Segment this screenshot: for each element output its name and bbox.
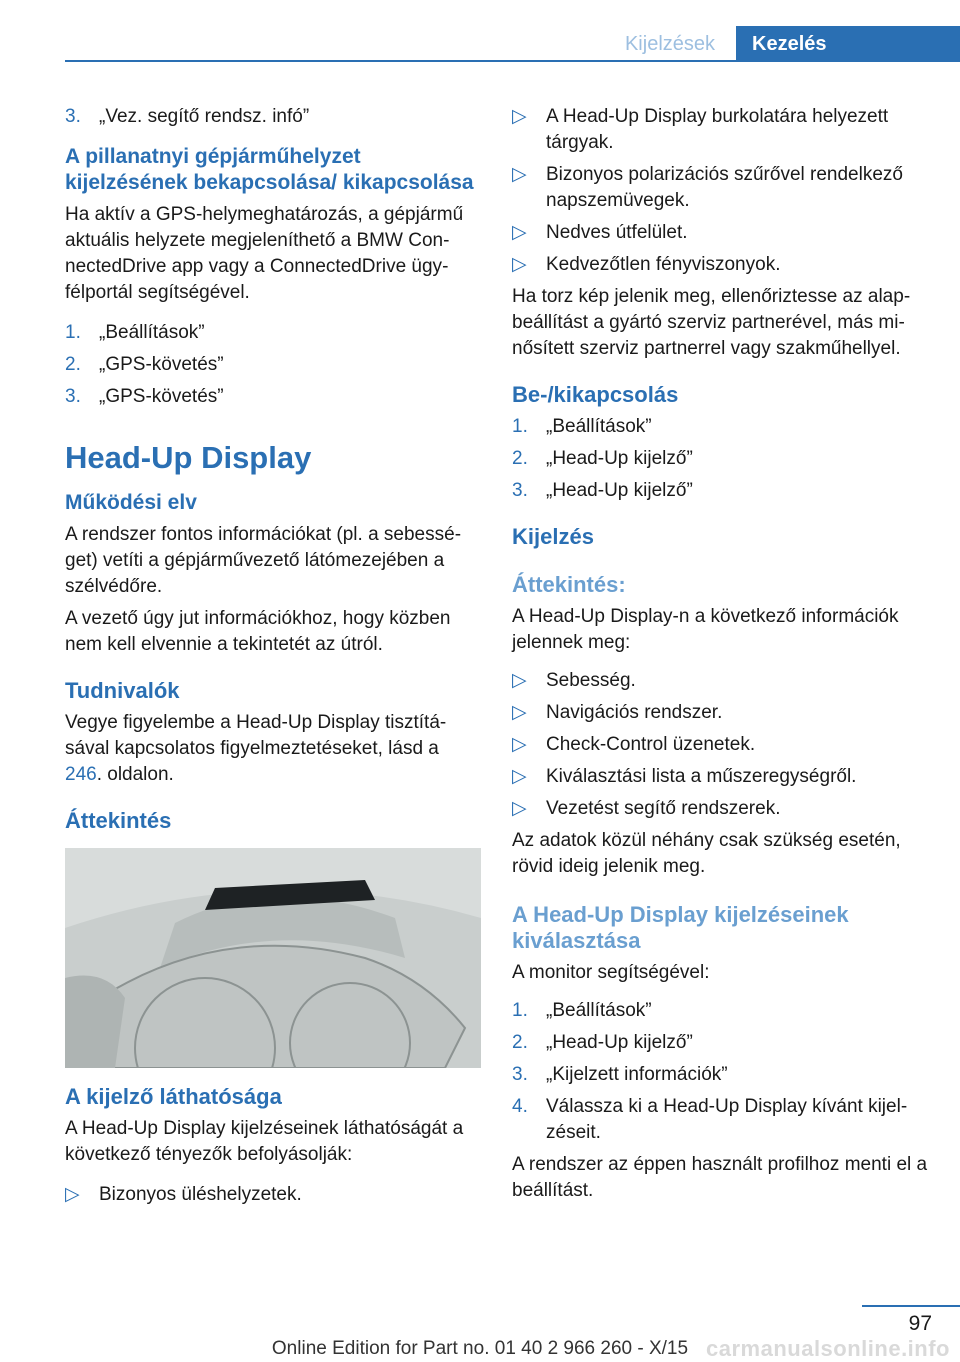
- header-rule: [65, 60, 960, 62]
- list-item: [512, 668, 928, 694]
- heading-attekintes-2: Áttekintés:: [512, 572, 626, 597]
- page-number: 97: [908, 1312, 932, 1335]
- list-number: 3.: [512, 1064, 528, 1085]
- list-text: Sebesség.: [546, 670, 636, 691]
- list-item: [512, 252, 928, 278]
- heading-mukodesi-elv: Működési elv: [65, 491, 197, 514]
- list-item: [512, 700, 928, 726]
- list-text: Navigációs rendszer.: [546, 702, 723, 723]
- left-column: [65, 104, 481, 1214]
- paragraph-mukodesi-2: A vezető úgy jut információkhoz, hogy közben nem kell elvennie a tekintetét az útról.: [65, 608, 451, 655]
- list-text: „Vez. segítő rendsz. infó”: [99, 106, 310, 127]
- list-text: „GPS-követés”: [99, 386, 224, 407]
- paragraph-torz: Ha torz kép jelenik meg, ellenőriztesse az alapbeállítást a gyártó szerviz partnerével, más minősített szerviz partnerrel vagy szakműhellyel.: [512, 286, 911, 359]
- paragraph-tudnivalok: [65, 710, 481, 788]
- list-number: 2.: [512, 448, 528, 469]
- list-item: [512, 446, 928, 472]
- list-item: [65, 352, 481, 378]
- paragraph-lathatosag: A Head-Up Display kijelzéseinek láthatóságát a következő tényezők befolyásolják:: [65, 1118, 464, 1165]
- list-item: [65, 104, 481, 130]
- list-text: „Head-Up kijelző”: [546, 448, 693, 469]
- heading-be-kikapcsolas: Be-/kikapcsolás: [512, 382, 679, 407]
- list-number: 1.: [512, 1000, 528, 1021]
- list-text: Nedves útfelület.: [546, 222, 688, 243]
- list-number: 2.: [512, 1032, 528, 1053]
- list-item: [512, 162, 928, 214]
- list-item: [512, 1094, 928, 1146]
- triangle-bullet-icon: ▷: [512, 670, 527, 691]
- list-number: 1.: [65, 322, 81, 343]
- tab-kijelzesek[interactable]: Kijelzések: [624, 33, 716, 55]
- heading-kivalasztasa: A Head-Up Display kijelzéseinek kiválasztása: [512, 902, 849, 953]
- list-number: 2.: [65, 354, 81, 375]
- list-item: [65, 320, 481, 346]
- paragraph-text: . oldalon.: [96, 764, 174, 785]
- list-item: [512, 220, 928, 246]
- dashboard-illustration: [65, 848, 481, 1068]
- triangle-bullet-icon: ▷: [512, 106, 527, 127]
- list-text: „Kijelzett információk”: [546, 1064, 728, 1085]
- list-text: A Head-Up Display burkolatára helyezett tárgyak.: [546, 106, 889, 153]
- triangle-bullet-icon: ▷: [512, 222, 527, 243]
- list-text: „Beállítások”: [99, 322, 205, 343]
- edition-footer: Online Edition for Part no. 01 40 2 966 260 - X/15: [271, 1338, 689, 1359]
- list-text: Válassza ki a Head-Up Display kívánt kijelzéseit.: [546, 1096, 908, 1143]
- triangle-bullet-icon: ▷: [512, 734, 527, 755]
- list-item: [512, 104, 928, 156]
- list-text: Kedvezőtlen fényviszonyok.: [546, 254, 781, 275]
- list-item: [512, 1062, 928, 1088]
- triangle-bullet-icon: ▷: [512, 254, 527, 275]
- list-item: [512, 414, 928, 440]
- watermark: carmanualsonline.info: [706, 1336, 950, 1361]
- list-number: 3.: [65, 386, 81, 407]
- heading-lathatosag: A kijelző láthatósága: [65, 1084, 282, 1109]
- list-text: Kiválasztási lista a műszeregységről.: [546, 766, 857, 787]
- list-item: [512, 764, 928, 790]
- heading-tudnivalok: Tudnivalók: [65, 678, 180, 703]
- tab-kezeles[interactable]: Kezelés: [736, 26, 960, 62]
- list-text: Bizonyos üléshelyzetek.: [99, 1184, 302, 1205]
- paragraph-adatok: Az adatok közül néhány csak szükség esetén, rövid ideig jelenik meg.: [512, 830, 901, 877]
- list-number: 3.: [512, 480, 528, 501]
- list-item: [512, 478, 928, 504]
- heading-attekintes: Áttekintés: [65, 808, 172, 833]
- triangle-bullet-icon: ▷: [512, 766, 527, 787]
- list-item: [512, 998, 928, 1024]
- paragraph-profil: A rendszer az éppen használt profilhoz menti el a beállítást.: [512, 1154, 928, 1201]
- list-text: „Head-Up kijelző”: [546, 480, 693, 501]
- heading-pillanatnyi: A pillanatnyi gépjárműhelyzet kijelzésének bekapcsolása/ kikapcsolása: [65, 145, 474, 194]
- list-item: [512, 732, 928, 758]
- list-item: [512, 796, 928, 822]
- list-text: „Beállítások”: [546, 416, 652, 437]
- list-number: 1.: [512, 416, 528, 437]
- list-text: Vezetést segítő rendszerek.: [546, 798, 781, 819]
- list-item: [65, 384, 481, 410]
- paragraph-monitor: A monitor segítségével:: [512, 962, 710, 983]
- triangle-bullet-icon: ▷: [512, 702, 527, 723]
- right-column: [512, 104, 928, 1210]
- list-text: „Beállítások”: [546, 1000, 652, 1021]
- paragraph-mukodesi-1: A rendszer fontos információkat (pl. a sebességet) vetíti a gépjárművezető látómezejében a szélvédőre.: [65, 524, 462, 597]
- triangle-bullet-icon: ▷: [512, 164, 527, 185]
- heading-kijelzes: Kijelzés: [512, 524, 594, 549]
- list-text: Check-Control üzenetek.: [546, 734, 756, 755]
- list-number: 4.: [512, 1096, 528, 1117]
- list-text: Bizonyos polarizációs szűrővel rendelkező napszemüvegek.: [546, 164, 903, 211]
- list-number: 3.: [65, 106, 81, 127]
- paragraph-gps: Ha aktív a GPS-helymeghatározás, a gépjármű aktuális helyzete megjeleníthető a BMW ConnectedDrive app vagy a ConnectedDrive ügyfélportál segítségével.: [65, 204, 464, 303]
- triangle-bullet-icon: ▷: [512, 798, 527, 819]
- page-reference-link[interactable]: 246: [65, 764, 97, 785]
- triangle-bullet-icon: ▷: [65, 1184, 80, 1205]
- list-item: [512, 1030, 928, 1056]
- list-text: „Head-Up kijelző”: [546, 1032, 693, 1053]
- paragraph-attekintes-2: A Head-Up Display-n a következő információk jelennek meg:: [512, 606, 899, 653]
- list-item: [65, 1182, 481, 1208]
- list-text: „GPS-követés”: [99, 354, 224, 375]
- paragraph-text: Vegye figyelembe a Head-Up Display tisztításával kapcsolatos figyelmeztetéseket, lásd a: [65, 712, 447, 759]
- heading-head-up-display: Head-Up Display: [65, 440, 312, 475]
- page-number-rule: [862, 1305, 960, 1307]
